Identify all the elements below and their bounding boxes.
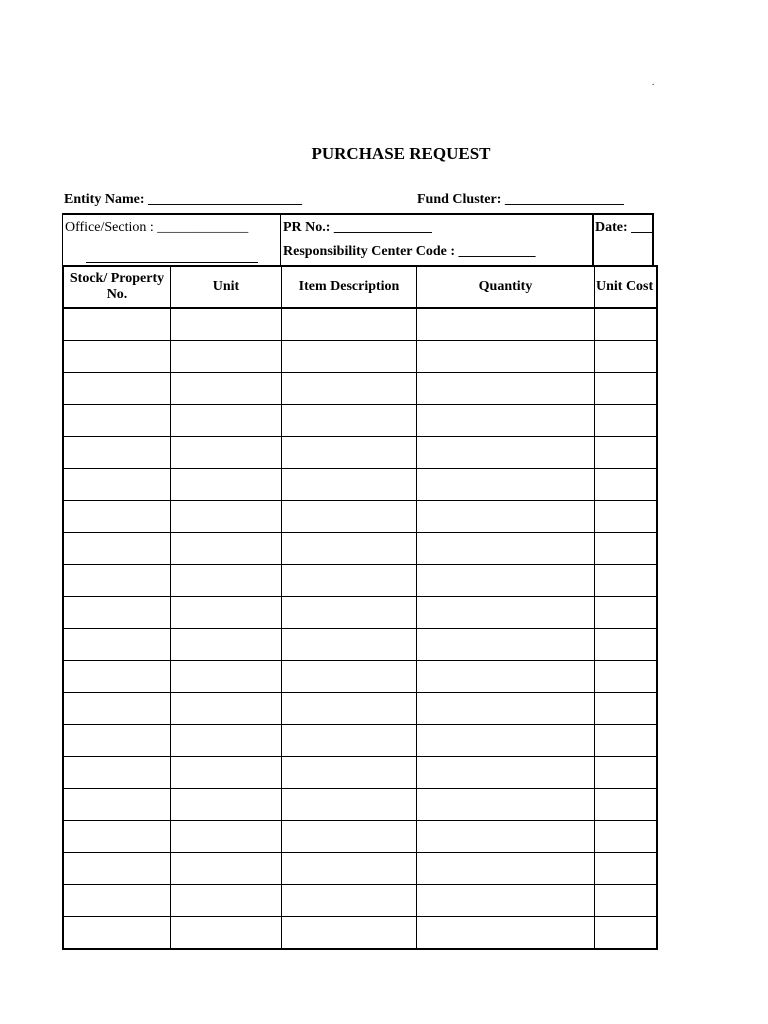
table-row [63,757,657,789]
cell-unit[interactable] [171,565,282,597]
cell-unit-cost[interactable] [595,789,658,821]
table-row [63,885,657,917]
form-title: PURCHASE REQUEST [311,144,491,163]
cell-item-description[interactable] [282,405,417,437]
cell-quantity[interactable] [417,533,595,565]
cell-stock-property-no[interactable] [63,501,171,533]
table-row [63,725,657,757]
office-section-underline [86,262,258,263]
cell-quantity[interactable] [417,757,595,789]
entity-name-field: Entity Name: ______________________ [64,192,302,207]
cell-unit-cost[interactable] [595,885,658,917]
table-row [63,597,657,629]
header-unit: Unit [171,266,282,308]
cell-unit[interactable] [171,308,282,341]
header-stock-property-no [63,266,171,308]
cell-quantity[interactable] [417,597,595,629]
cell-quantity[interactable] [417,629,595,661]
cell-unit[interactable] [171,789,282,821]
cell-unit-cost[interactable] [595,469,658,501]
cell-unit[interactable] [171,469,282,501]
cell-item-description[interactable] [282,341,417,373]
cell-stock-property-no[interactable] [63,437,171,469]
cell-stock-property-no[interactable] [63,565,171,597]
header-stock-line2: No. [106,287,128,302]
table-row [63,405,657,437]
cell-unit-cost[interactable] [595,917,658,950]
cell-stock-property-no[interactable] [63,693,171,725]
cell-stock-property-no[interactable] [63,341,171,373]
cell-item-description[interactable] [282,629,417,661]
cell-stock-property-no[interactable] [63,405,171,437]
cell-quantity[interactable] [417,725,595,757]
cell-unit[interactable] [171,501,282,533]
table-header-row [63,266,657,308]
header-left-border [62,213,63,266]
cell-unit[interactable] [171,629,282,661]
cell-item-description[interactable] [282,501,417,533]
cell-unit[interactable] [171,853,282,885]
cell-stock-property-no[interactable] [63,917,171,950]
table-row [63,917,657,950]
table-row [63,789,657,821]
cell-unit[interactable] [171,693,282,725]
cell-quantity[interactable] [417,341,595,373]
cell-unit[interactable] [171,533,282,565]
cell-item-description[interactable] [282,308,417,341]
cell-unit-cost[interactable] [595,437,658,469]
cell-quantity[interactable] [417,821,595,853]
cell-unit[interactable] [171,437,282,469]
cell-item-description[interactable] [282,757,417,789]
cell-stock-property-no[interactable] [63,373,171,405]
cell-item-description[interactable] [282,469,417,501]
cell-unit-cost[interactable] [595,853,658,885]
cell-item-description[interactable] [282,885,417,917]
header-item-description: Item Description [282,266,417,308]
cell-item-description[interactable] [282,437,417,469]
cell-unit-cost[interactable] [595,693,658,725]
responsibility-center-code-field: Responsibility Center Code : ___________ [283,244,536,259]
cell-unit-cost[interactable] [595,597,658,629]
cell-quantity[interactable] [417,308,595,341]
table-row [63,501,657,533]
cell-unit-cost[interactable] [595,725,658,757]
cell-unit[interactable] [171,821,282,853]
cell-item-description[interactable] [282,661,417,693]
cell-unit[interactable] [171,661,282,693]
cell-unit-cost[interactable] [595,373,658,405]
cell-stock-property-no[interactable] [63,757,171,789]
cell-item-description[interactable] [282,917,417,950]
cell-unit[interactable] [171,917,282,950]
cell-item-description[interactable] [282,565,417,597]
cell-quantity[interactable] [417,853,595,885]
cell-quantity[interactable] [417,405,595,437]
table-row [63,853,657,885]
table-row [63,693,657,725]
cell-stock-property-no[interactable] [63,469,171,501]
table-row [63,629,657,661]
cell-quantity[interactable] [417,373,595,405]
table-row [63,469,657,501]
cell-unit[interactable] [171,885,282,917]
cell-stock-property-no[interactable] [63,821,171,853]
cell-stock-property-no[interactable] [63,308,171,341]
cell-unit[interactable] [171,725,282,757]
cell-quantity[interactable] [417,469,595,501]
cell-item-description[interactable] [282,789,417,821]
cell-quantity[interactable] [417,917,595,950]
cell-quantity[interactable] [417,789,595,821]
table-row [63,373,657,405]
cell-unit-cost[interactable] [595,629,658,661]
cell-item-description[interactable] [282,853,417,885]
cell-unit[interactable] [171,405,282,437]
stray-mark: . [652,77,655,87]
cell-item-description[interactable] [282,821,417,853]
table-row [63,565,657,597]
cell-stock-property-no[interactable] [63,725,171,757]
cell-item-description[interactable] [282,693,417,725]
table-row [63,661,657,693]
cell-quantity[interactable] [417,661,595,693]
cell-unit-cost[interactable] [595,308,658,341]
header-unit-cost: Unit Cost [595,266,658,308]
cell-item-description[interactable] [282,725,417,757]
cell-quantity[interactable] [417,501,595,533]
cell-stock-property-no[interactable] [63,789,171,821]
cell-unit-cost[interactable] [595,661,658,693]
cell-stock-property-no[interactable] [63,597,171,629]
cell-item-description[interactable] [282,597,417,629]
cell-unit-cost[interactable] [595,405,658,437]
cell-unit-cost[interactable] [595,821,658,853]
cell-unit[interactable] [171,597,282,629]
table-row [63,533,657,565]
pr-number-field: PR No.: ______________ [283,220,432,235]
header-divider-2 [592,213,594,266]
header-divider-1 [280,213,281,266]
cell-unit-cost[interactable] [595,501,658,533]
table-row [63,308,657,341]
cell-quantity[interactable] [417,565,595,597]
table-row [63,437,657,469]
cell-unit[interactable] [171,757,282,789]
cell-stock-property-no[interactable] [63,885,171,917]
header-stock-line1: Stock/ Property [69,271,165,286]
cell-item-description[interactable] [282,533,417,565]
cell-stock-property-no[interactable] [63,661,171,693]
cell-unit-cost[interactable] [595,757,658,789]
table-row [63,341,657,373]
header-quantity: Quantity [417,266,595,308]
cell-stock-property-no[interactable] [63,853,171,885]
cell-item-description[interactable] [282,373,417,405]
cell-quantity[interactable] [417,885,595,917]
date-field: Date: ___ [595,220,653,235]
cell-stock-property-no[interactable] [63,629,171,661]
table-body [63,308,657,949]
cell-unit-cost[interactable] [595,341,658,373]
cell-unit-cost[interactable] [595,533,658,565]
table-row [63,821,657,853]
cell-quantity[interactable] [417,693,595,725]
cell-stock-property-no[interactable] [63,533,171,565]
office-section-field: Office/Section : _____________ [65,220,249,235]
items-table [62,265,658,950]
cell-quantity[interactable] [417,437,595,469]
cell-unit[interactable] [171,373,282,405]
fund-cluster-field: Fund Cluster: _________________ [417,192,624,207]
cell-unit[interactable] [171,341,282,373]
cell-unit-cost[interactable] [595,565,658,597]
